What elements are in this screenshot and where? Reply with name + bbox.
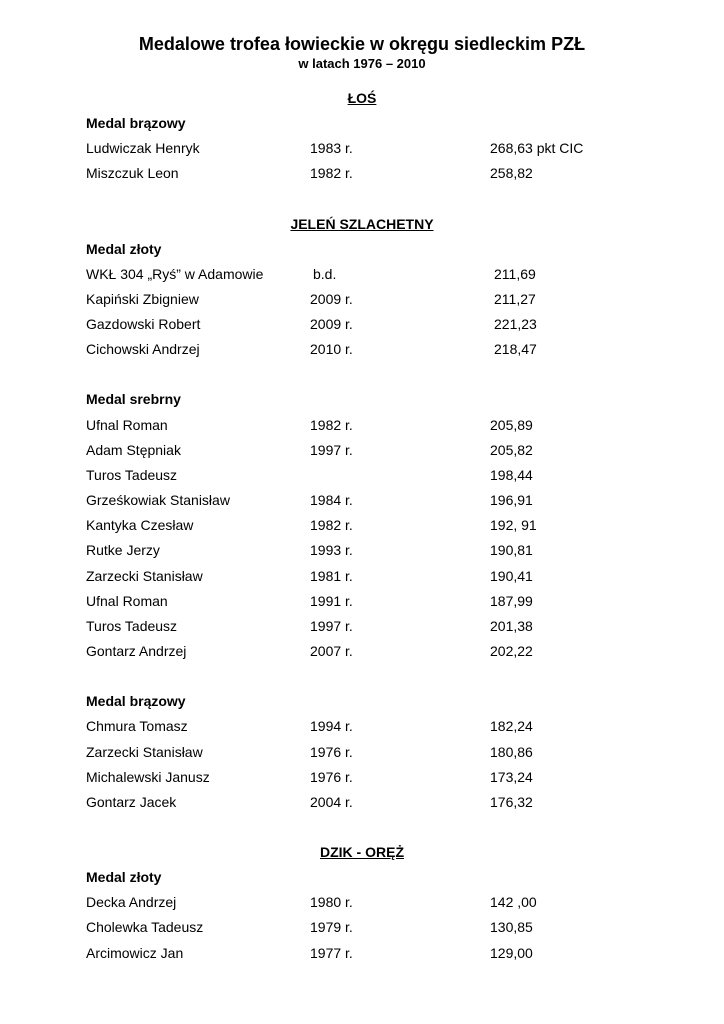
score-cell: 180,86: [490, 744, 533, 760]
year-cell: 1983 r.: [310, 140, 353, 156]
year-cell: 2009 r.: [310, 316, 353, 332]
score-cell: 173,24: [490, 769, 533, 785]
name-cell: Ufnal Roman: [86, 593, 168, 609]
name-cell: Gazdowski Robert: [86, 316, 201, 332]
table-row: [0, 467, 724, 485]
medal-label: Medal srebrny: [86, 391, 181, 407]
document-title: Medalowe trofea łowieckie w okręgu siedleckim PZŁ: [138, 34, 586, 54]
table-row: [0, 140, 724, 158]
name-cell: Rutke Jerzy: [86, 542, 160, 558]
score-cell: 221,23: [494, 316, 537, 332]
year-cell: 2007 r.: [310, 643, 353, 659]
name-cell: Decka Andrzej: [86, 894, 177, 910]
section-heading: ŁOŚ: [347, 90, 377, 106]
year-cell: 1976 r.: [310, 769, 353, 785]
name-cell: Arcimowicz Jan: [86, 945, 184, 961]
table-row: [0, 794, 724, 812]
year-cell: 1982 r.: [310, 165, 353, 181]
table-row: [0, 266, 724, 284]
medal-label: Medal złoty: [86, 241, 162, 257]
table-row: [0, 618, 724, 636]
name-cell: Zarzecki Stanisław: [86, 568, 203, 584]
score-cell: 205,89: [490, 417, 533, 433]
year-cell: 1982 r.: [310, 417, 353, 433]
table-row: [0, 341, 724, 359]
medal-label: Medal brązowy: [86, 693, 186, 709]
year-cell: 1994 r.: [310, 718, 353, 734]
table-row: [0, 919, 724, 937]
year-cell: 1982 r.: [310, 517, 353, 533]
name-cell: Michalewski Janusz: [86, 769, 210, 785]
name-cell: Cholewka Tadeusz: [86, 919, 204, 935]
table-row: [0, 643, 724, 661]
year-cell: 2010 r.: [310, 341, 353, 357]
name-cell: Miszczuk Leon: [86, 165, 179, 181]
name-cell: Gontarz Andrzej: [86, 643, 187, 659]
name-cell: Chmura Tomasz: [86, 718, 188, 734]
score-cell: 211,27: [494, 291, 536, 307]
name-cell: Turos Tadeusz: [86, 467, 178, 483]
year-cell: b.d.: [313, 266, 337, 282]
score-cell: 202,22: [490, 643, 533, 659]
name-cell: WKŁ 304 „Ryś” w Adamowie: [86, 266, 264, 282]
score-cell: 190,81: [490, 542, 533, 558]
year-cell: 1976 r.: [310, 744, 353, 760]
table-row: [0, 593, 724, 611]
table-row: [0, 894, 724, 912]
name-cell: Cichowski Andrzej: [86, 341, 200, 357]
year-cell: 1979 r.: [310, 919, 353, 935]
table-row: [0, 291, 724, 309]
table-row: [0, 492, 724, 510]
year-cell: 1993 r.: [310, 542, 353, 558]
medal-label: Medal brązowy: [86, 115, 186, 131]
name-cell: Grześkowiak Stanisław: [86, 492, 230, 508]
table-row: [0, 769, 724, 787]
table-row: [0, 744, 724, 762]
table-row: [0, 718, 724, 736]
table-row: [0, 542, 724, 560]
year-cell: 1984 r.: [310, 492, 353, 508]
table-row: [0, 442, 724, 460]
year-cell: 1997 r.: [310, 442, 353, 458]
year-cell: 1997 r.: [310, 618, 353, 634]
medal-label: Medal złoty: [86, 869, 162, 885]
name-cell: Zarzecki Stanisław: [86, 744, 203, 760]
table-row: [0, 165, 724, 183]
score-cell: 268,63 pkt CIC: [490, 140, 584, 156]
name-cell: Ufnal Roman: [86, 417, 168, 433]
score-cell: 192, 91: [490, 517, 537, 533]
name-cell: Kantyka Czesław: [86, 517, 194, 533]
table-row: [0, 945, 724, 963]
score-cell: 190,41: [490, 568, 533, 584]
score-cell: 205,82: [490, 442, 533, 458]
score-cell: 218,47: [494, 341, 537, 357]
score-cell: 198,44: [490, 467, 533, 483]
table-row: [0, 517, 724, 535]
table-row: [0, 316, 724, 334]
score-cell: 187,99: [490, 593, 533, 609]
score-cell: 130,85: [490, 919, 533, 935]
table-row: [0, 417, 724, 435]
score-cell: 142 ,00: [490, 894, 537, 910]
score-cell: 176,32: [490, 794, 533, 810]
section-heading: DZIK - ORĘŻ: [320, 844, 404, 860]
score-cell: 258,82: [490, 165, 533, 181]
table-row: [0, 568, 724, 586]
name-cell: Kapiński Zbigniew: [86, 291, 199, 307]
section-heading: JELEŃ SZLACHETNY: [290, 216, 434, 232]
year-cell: 2009 r.: [310, 291, 353, 307]
score-cell: 182,24: [490, 718, 533, 734]
name-cell: Gontarz Jacek: [86, 794, 177, 810]
name-cell: Ludwiczak Henryk: [86, 140, 200, 156]
score-cell: 129,00: [490, 945, 533, 961]
score-cell: 211,69: [494, 266, 536, 282]
score-cell: 201,38: [490, 618, 533, 634]
year-cell: 1980 r.: [310, 894, 353, 910]
name-cell: Adam Stępniak: [86, 442, 181, 458]
year-cell: 1991 r.: [310, 593, 353, 609]
year-cell: 2004 r.: [310, 794, 353, 810]
name-cell: Turos Tadeusz: [86, 618, 178, 634]
score-cell: 196,91: [490, 492, 533, 508]
year-cell: 1981 r.: [310, 568, 353, 584]
document-subtitle: w latach 1976 – 2010: [298, 56, 426, 71]
year-cell: 1977 r.: [310, 945, 353, 961]
